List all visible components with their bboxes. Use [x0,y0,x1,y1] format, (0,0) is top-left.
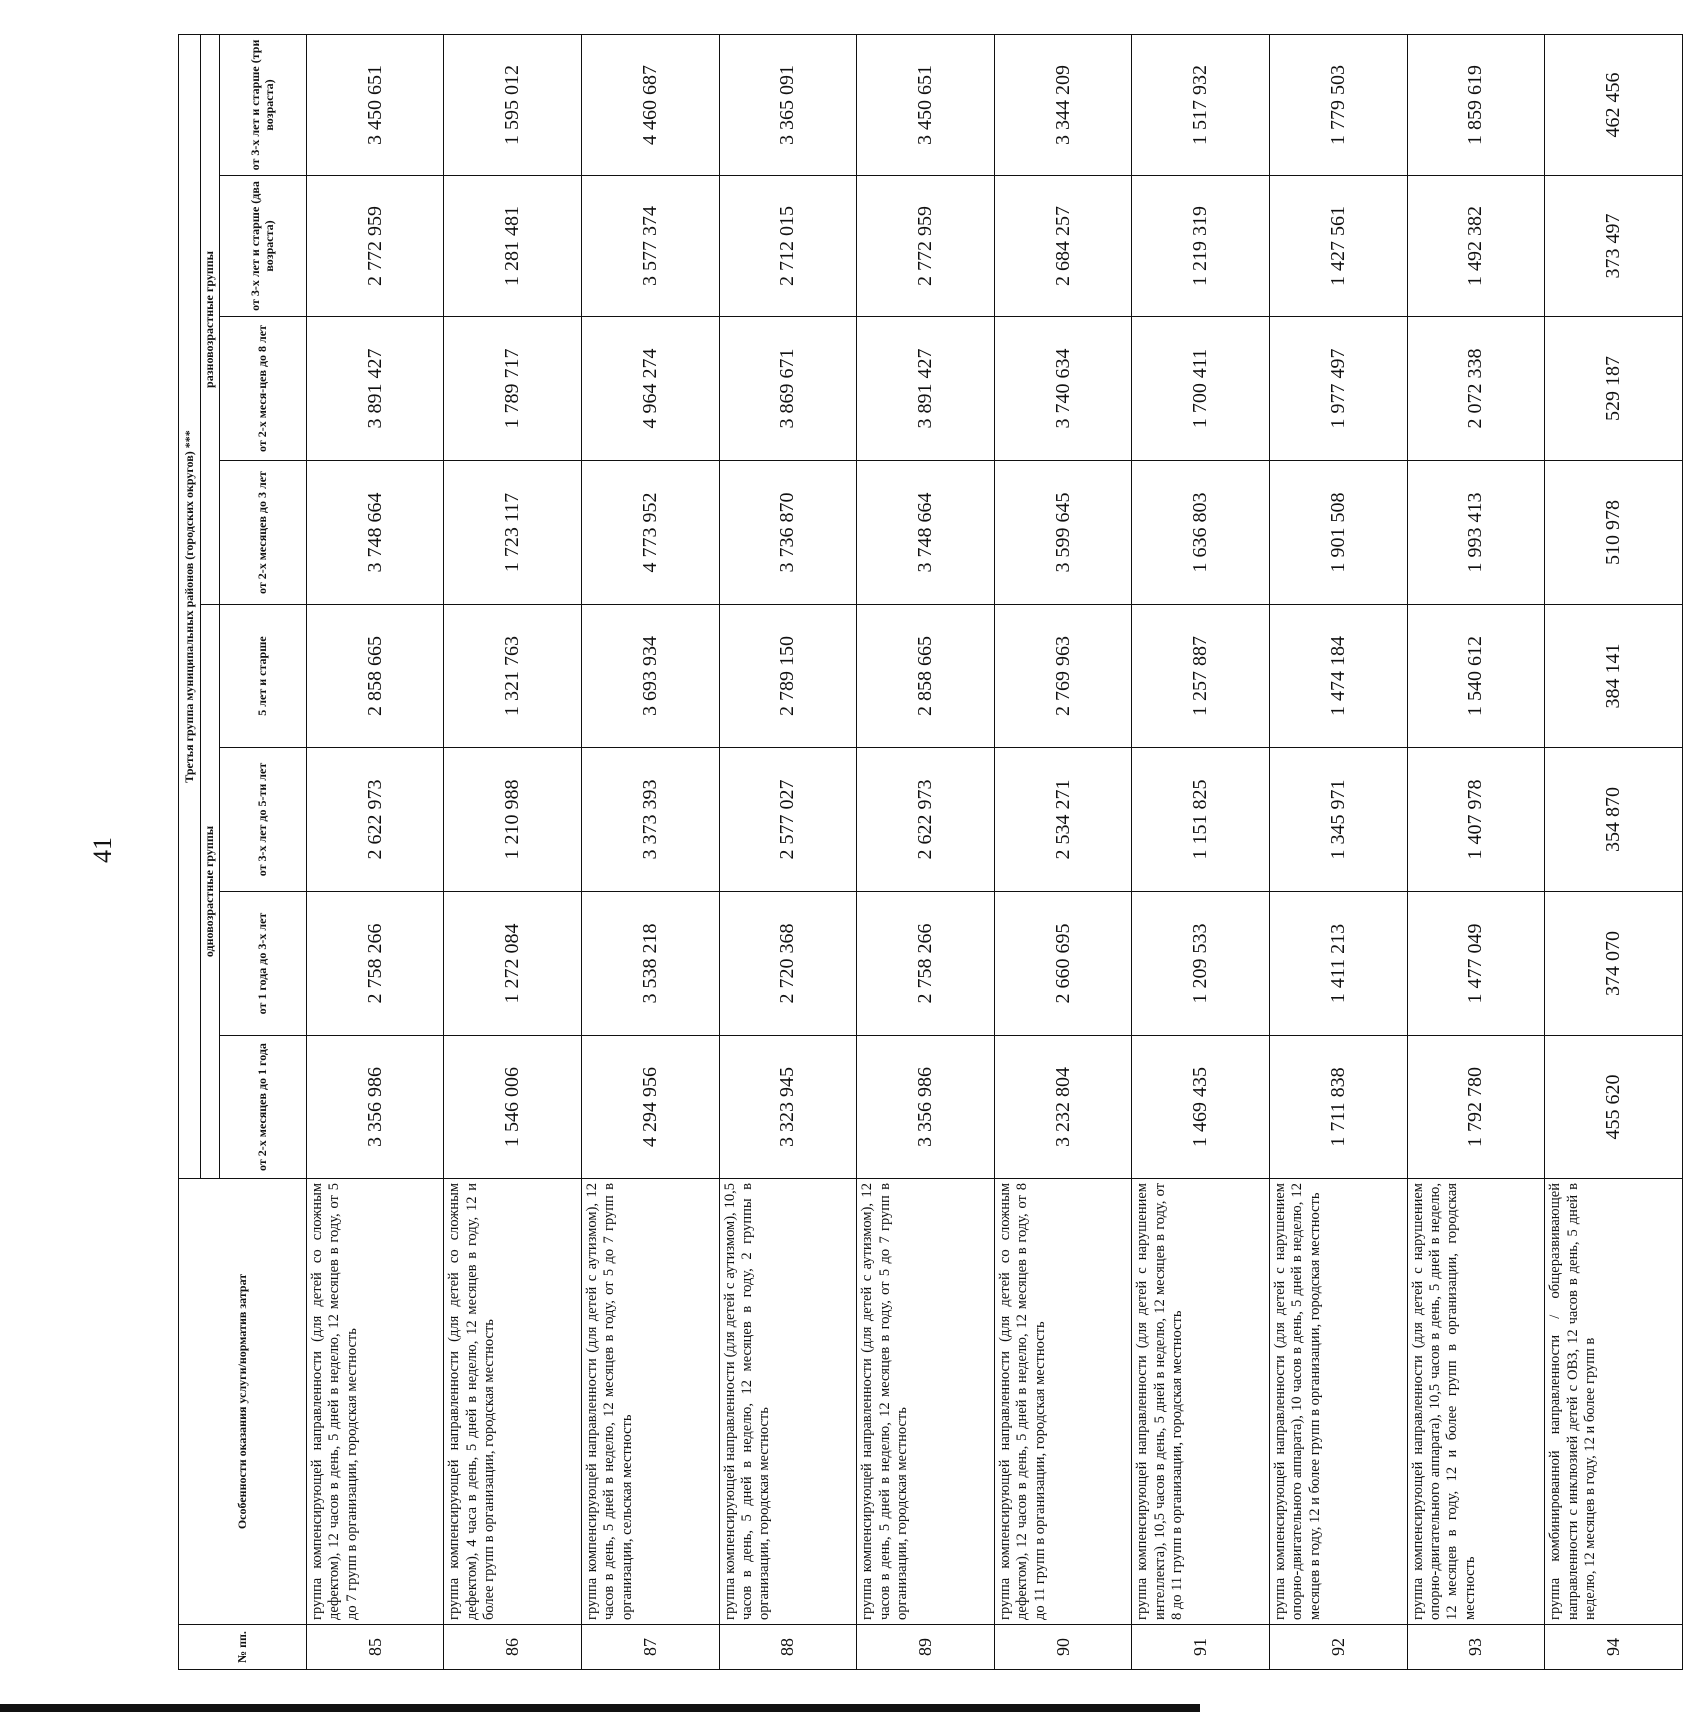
cost-value-cell: 3 869 671 [719,317,857,461]
cost-value-cell: 3 891 427 [857,317,995,461]
scan-edge-bar [0,1704,1200,1712]
table-row [582,34,720,1669]
header-description: Особенности оказания услуги/норматив затрат [179,1179,307,1625]
cost-value-cell: 1 711 838 [1270,1036,1408,1179]
row-description: группа комбинированной направленности / общеразвивающей направленности с инклюзией детей с ОВЗ, 12 часов в день, 5 дней в неделю, 12 месяцев в году, 12 и более групп в [1545,1179,1683,1625]
cost-value-cell: 1 477 049 [1407,892,1545,1036]
cost-value-cell: 3 450 651 [857,34,995,175]
row-number: 91 [1132,1625,1270,1670]
cost-value-cell: 3 736 870 [719,461,857,605]
cost-value-cell: 4 773 952 [582,461,720,605]
cost-value-cell: 1 151 825 [1132,748,1270,892]
row-number: 94 [1545,1625,1683,1670]
cost-value-cell: 2 758 266 [857,892,995,1036]
cost-value-cell: 2 072 338 [1407,317,1545,461]
cost-value-cell: 2 660 695 [994,892,1132,1036]
table-row [1545,34,1683,1669]
cost-value-cell: 1 700 411 [1132,317,1270,461]
cost-value-cell: 2 789 150 [719,605,857,748]
cost-value-cell: 1 546 006 [444,1036,582,1179]
cost-value-cell: 1 321 763 [444,605,582,748]
cost-value-cell: 2 769 963 [994,605,1132,748]
row-description: группа компенсирующей направленности (для детей с нарушением опорно-двигательного аппарата), 10 часов в день, 5 дней в неделю, 12 месяцев в году, 12 и более групп в организации, городская местность [1270,1179,1408,1625]
cost-value-cell: 2 858 665 [306,605,444,748]
row-description: группа компенсирующей направленности (для детей со сложным дефектом), 12 часов в день, 5 дней в неделю, 12 месяцев в году, от 8 до 11 групп в организации, городская местность [994,1179,1132,1625]
cost-value-cell: 510 978 [1545,461,1683,605]
row-description: группа компенсирующей направленности (для детей со сложным дефектом), 12 часов в день, 5 дней в неделю, 12 месяцев в году, от 5 до 7 групп в организации, городская местность [306,1179,444,1625]
header-age-col: от 3-х лет до 5-ти лет [219,748,306,892]
cost-value-cell: 1 517 932 [1132,34,1270,175]
row-number: 93 [1407,1625,1545,1670]
cost-value-cell: 4 460 687 [582,34,720,175]
cost-value-cell: 2 577 027 [719,748,857,892]
row-description: группа компенсирующей направленности (для детей со сложным дефектом), 4 часа в день, 5 дней в неделю, 12 месяцев в году, 12 и более групп в организации, городская местность [444,1179,582,1625]
cost-norms-table [178,34,1683,1670]
cost-value-cell: 3 740 634 [994,317,1132,461]
cost-value-cell: 1 789 717 [444,317,582,461]
cost-value-cell: 4 294 956 [582,1036,720,1179]
cost-value-cell: 3 450 651 [306,34,444,175]
cost-value-cell: 1 210 988 [444,748,582,892]
row-description: группа компенсирующей направленности (для детей с аутизмом), 12 часов в день, 5 дней в неделю, 12 месяцев в году, от 5 до 7 групп в организации, сельская местность [582,1179,720,1625]
header-age-col: 5 лет и старше [219,605,306,748]
cost-value-cell: 2 772 959 [857,176,995,317]
cost-value-cell: 3 577 374 [582,176,720,317]
header-num: № пп. [179,1625,307,1670]
table-row [1407,34,1545,1669]
cost-value-cell: 1 469 435 [1132,1036,1270,1179]
cost-value-cell: 1 411 213 [1270,892,1408,1036]
row-number: 88 [719,1625,857,1670]
cost-value-cell: 2 534 271 [994,748,1132,892]
cost-value-cell: 2 712 015 [719,176,857,317]
cost-value-cell: 3 232 804 [994,1036,1132,1179]
row-number: 90 [994,1625,1132,1670]
cost-value-cell: 1 779 503 [1270,34,1408,175]
cost-value-cell: 3 373 393 [582,748,720,892]
cost-value-cell: 3 344 209 [994,34,1132,175]
table-row [719,34,857,1669]
cost-value-cell: 1 595 012 [444,34,582,175]
cost-value-cell: 2 622 973 [857,748,995,892]
table-row [1132,34,1270,1669]
row-number: 86 [444,1625,582,1670]
cost-value-cell: 2 772 959 [306,176,444,317]
cost-value-cell: 3 891 427 [306,317,444,461]
cost-value-cell: 1 209 533 [1132,892,1270,1036]
rotated-table-container [178,35,1683,1670]
header-age-col: от 3-х лет и старше (три возраста) [219,34,306,175]
cost-value-cell: 3 748 664 [306,461,444,605]
header-mixed-age-groups: разновозрастные группы [201,34,220,604]
cost-value-cell: 1 345 971 [1270,748,1408,892]
cost-value-cell: 1 492 382 [1407,176,1545,317]
cost-value-cell: 384 141 [1545,605,1683,748]
cost-value-cell: 1 407 978 [1407,748,1545,892]
cost-value-cell: 2 758 266 [306,892,444,1036]
cost-value-cell: 455 620 [1545,1036,1683,1179]
cost-value-cell: 1 474 184 [1270,605,1408,748]
cost-value-cell: 3 599 645 [994,461,1132,605]
cost-value-cell: 1 272 084 [444,892,582,1036]
cost-value-cell: 3 356 986 [306,1036,444,1179]
cost-value-cell: 1 977 497 [1270,317,1408,461]
cost-value-cell: 354 870 [1545,748,1683,892]
row-number: 87 [582,1625,720,1670]
row-number: 89 [857,1625,995,1670]
cost-value-cell: 1 540 612 [1407,605,1545,748]
table-row [306,34,444,1669]
header-age-col: от 2-х месяцев до 1 года [219,1036,306,1179]
cost-value-cell: 3 356 986 [857,1036,995,1179]
row-description: группа компенсирующей направленности (для детей с нарушением интеллекта), 10,5 часов в день, 5 дней в неделю, 12 месяцев в году, от 8 до 11 групп в организации, городская местность [1132,1179,1270,1625]
cost-value-cell: 1 427 561 [1270,176,1408,317]
header-age-col: от 2-х месяцев до 3 лет [219,461,306,605]
cost-value-cell: 2 720 368 [719,892,857,1036]
header-age-col: от 3-х лет и старше (два возраста) [219,176,306,317]
cost-value-cell: 1 219 319 [1132,176,1270,317]
cost-value-cell: 1 993 413 [1407,461,1545,605]
header-group-title: Третья группа муниципальных районов (городских округов) *** [179,34,201,1178]
table-row [444,34,582,1669]
cost-value-cell: 1 281 481 [444,176,582,317]
row-description: группа компенсирующей направленности (для детей с аутизмом), 10,5 часов в день, 5 дней в неделю, 12 месяцев в году, 2 группы в организации, городская местность [719,1179,857,1625]
header-same-age-groups: одновозрастные группы [201,605,220,1179]
row-number: 85 [306,1625,444,1670]
cost-value-cell: 373 497 [1545,176,1683,317]
header-age-col: от 1 года до 3-х лет [219,892,306,1036]
cost-value-cell: 462 456 [1545,34,1683,175]
cost-value-cell: 3 365 091 [719,34,857,175]
cost-value-cell: 2 622 973 [306,748,444,892]
cost-value-cell: 529 187 [1545,317,1683,461]
cost-value-cell: 2 684 257 [994,176,1132,317]
cost-value-cell: 4 964 274 [582,317,720,461]
row-description: группа компенсирующей направленности (для детей с нарушением опорно-двигательного аппарата), 10,5 часов в день, 5 дней в неделю, 12 месяцев в году, 12 и более групп в организации, городская местность [1407,1179,1545,1625]
table-row [1270,34,1408,1669]
cost-value-cell: 1 901 508 [1270,461,1408,605]
cost-value-cell: 1 792 780 [1407,1036,1545,1179]
cost-value-cell: 1 859 619 [1407,34,1545,175]
cost-value-cell: 2 858 665 [857,605,995,748]
cost-value-cell: 3 323 945 [719,1036,857,1179]
table-row [994,34,1132,1669]
cost-value-cell: 3 538 218 [582,892,720,1036]
header-age-col: от 2-х меся-цев до 8 лет [219,317,306,461]
row-description: группа компенсирующей направленности (для детей с аутизмом), 12 часов в день, 5 дней в неделю, 12 месяцев в году, от 5 до 7 групп в организации, городская местность [857,1179,995,1625]
cost-value-cell: 1 723 117 [444,461,582,605]
cost-value-cell: 1 257 887 [1132,605,1270,748]
cost-value-cell: 374 070 [1545,892,1683,1036]
page-number: 41 [88,837,117,863]
cost-value-cell: 1 636 803 [1132,461,1270,605]
cost-value-cell: 3 693 934 [582,605,720,748]
cost-value-cell: 3 748 664 [857,461,995,605]
table-row [857,34,995,1669]
row-number: 92 [1270,1625,1408,1670]
